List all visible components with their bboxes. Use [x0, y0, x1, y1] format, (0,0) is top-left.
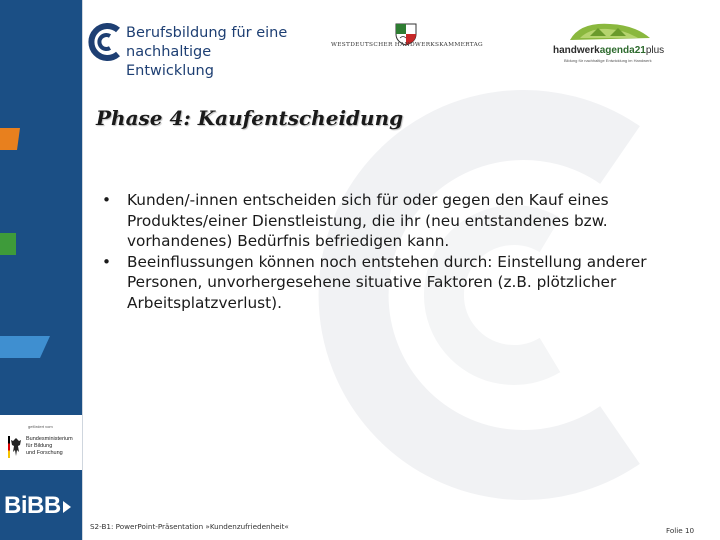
whkt-text: WESTDEUTSCHER HANDWERKSKAMMERTAG — [331, 42, 483, 48]
eagle-icon — [10, 436, 22, 458]
slide-title: Phase 4: Kaufentscheidung — [96, 106, 404, 130]
footer-source: S2-B1: PowerPoint-Präsentation »Kundenzufriedenheit« — [90, 522, 289, 531]
bullet-text: Beeinflussungen können noch entstehen durch: Einstellung anderer Personen, unvorhergesehene situative Faktoren (z.B. plötzlicher Arbeitsplatzverlust). — [127, 252, 647, 312]
agenda21-shape-icon — [550, 20, 660, 46]
bullet-item — [96, 252, 706, 314]
bibb-triangle-icon — [63, 501, 71, 513]
ministry-small-text: gefördert vom — [28, 424, 53, 429]
bullet-list — [96, 190, 706, 313]
blue-marker — [0, 336, 50, 358]
green-marker — [0, 233, 16, 255]
sidebar — [0, 0, 82, 415]
bullet-dot-icon: • — [102, 252, 112, 271]
handwerk-wordmark: handwerkagenda21plus — [553, 45, 665, 56]
bullet-item — [96, 190, 706, 252]
bibb-logo: BiBB — [4, 492, 71, 520]
bbne-logo — [88, 22, 303, 79]
handwerk-subline: Bildung für nachhaltige Entwicklung im Handwerk — [564, 58, 652, 63]
handwerk-agenda21-logo — [550, 20, 665, 65]
bbne-line-2: nachhaltige Entwicklung — [126, 44, 214, 79]
bbne-line-1: Berufsbildung für eine — [126, 25, 288, 41]
ministry-name: Bundesministerium für Bildung und Forschung — [26, 436, 73, 456]
bullet-dot-icon: • — [102, 191, 112, 209]
slide-number: Folie 10 — [666, 526, 695, 535]
orange-marker — [0, 128, 20, 150]
bullet-text: Kunden/-innen entscheiden sich für oder gegen den Kauf eines Produktes/einer Dienstleistung, die ihr (neu entstandenes bzw. vorhandenes) Bedürfnis befriedigen kann. — [127, 191, 609, 250]
bbne-swirl-icon — [88, 22, 124, 62]
divider-line — [82, 0, 83, 540]
ministry-logo — [4, 418, 80, 470]
whkt-logo — [318, 22, 496, 54]
